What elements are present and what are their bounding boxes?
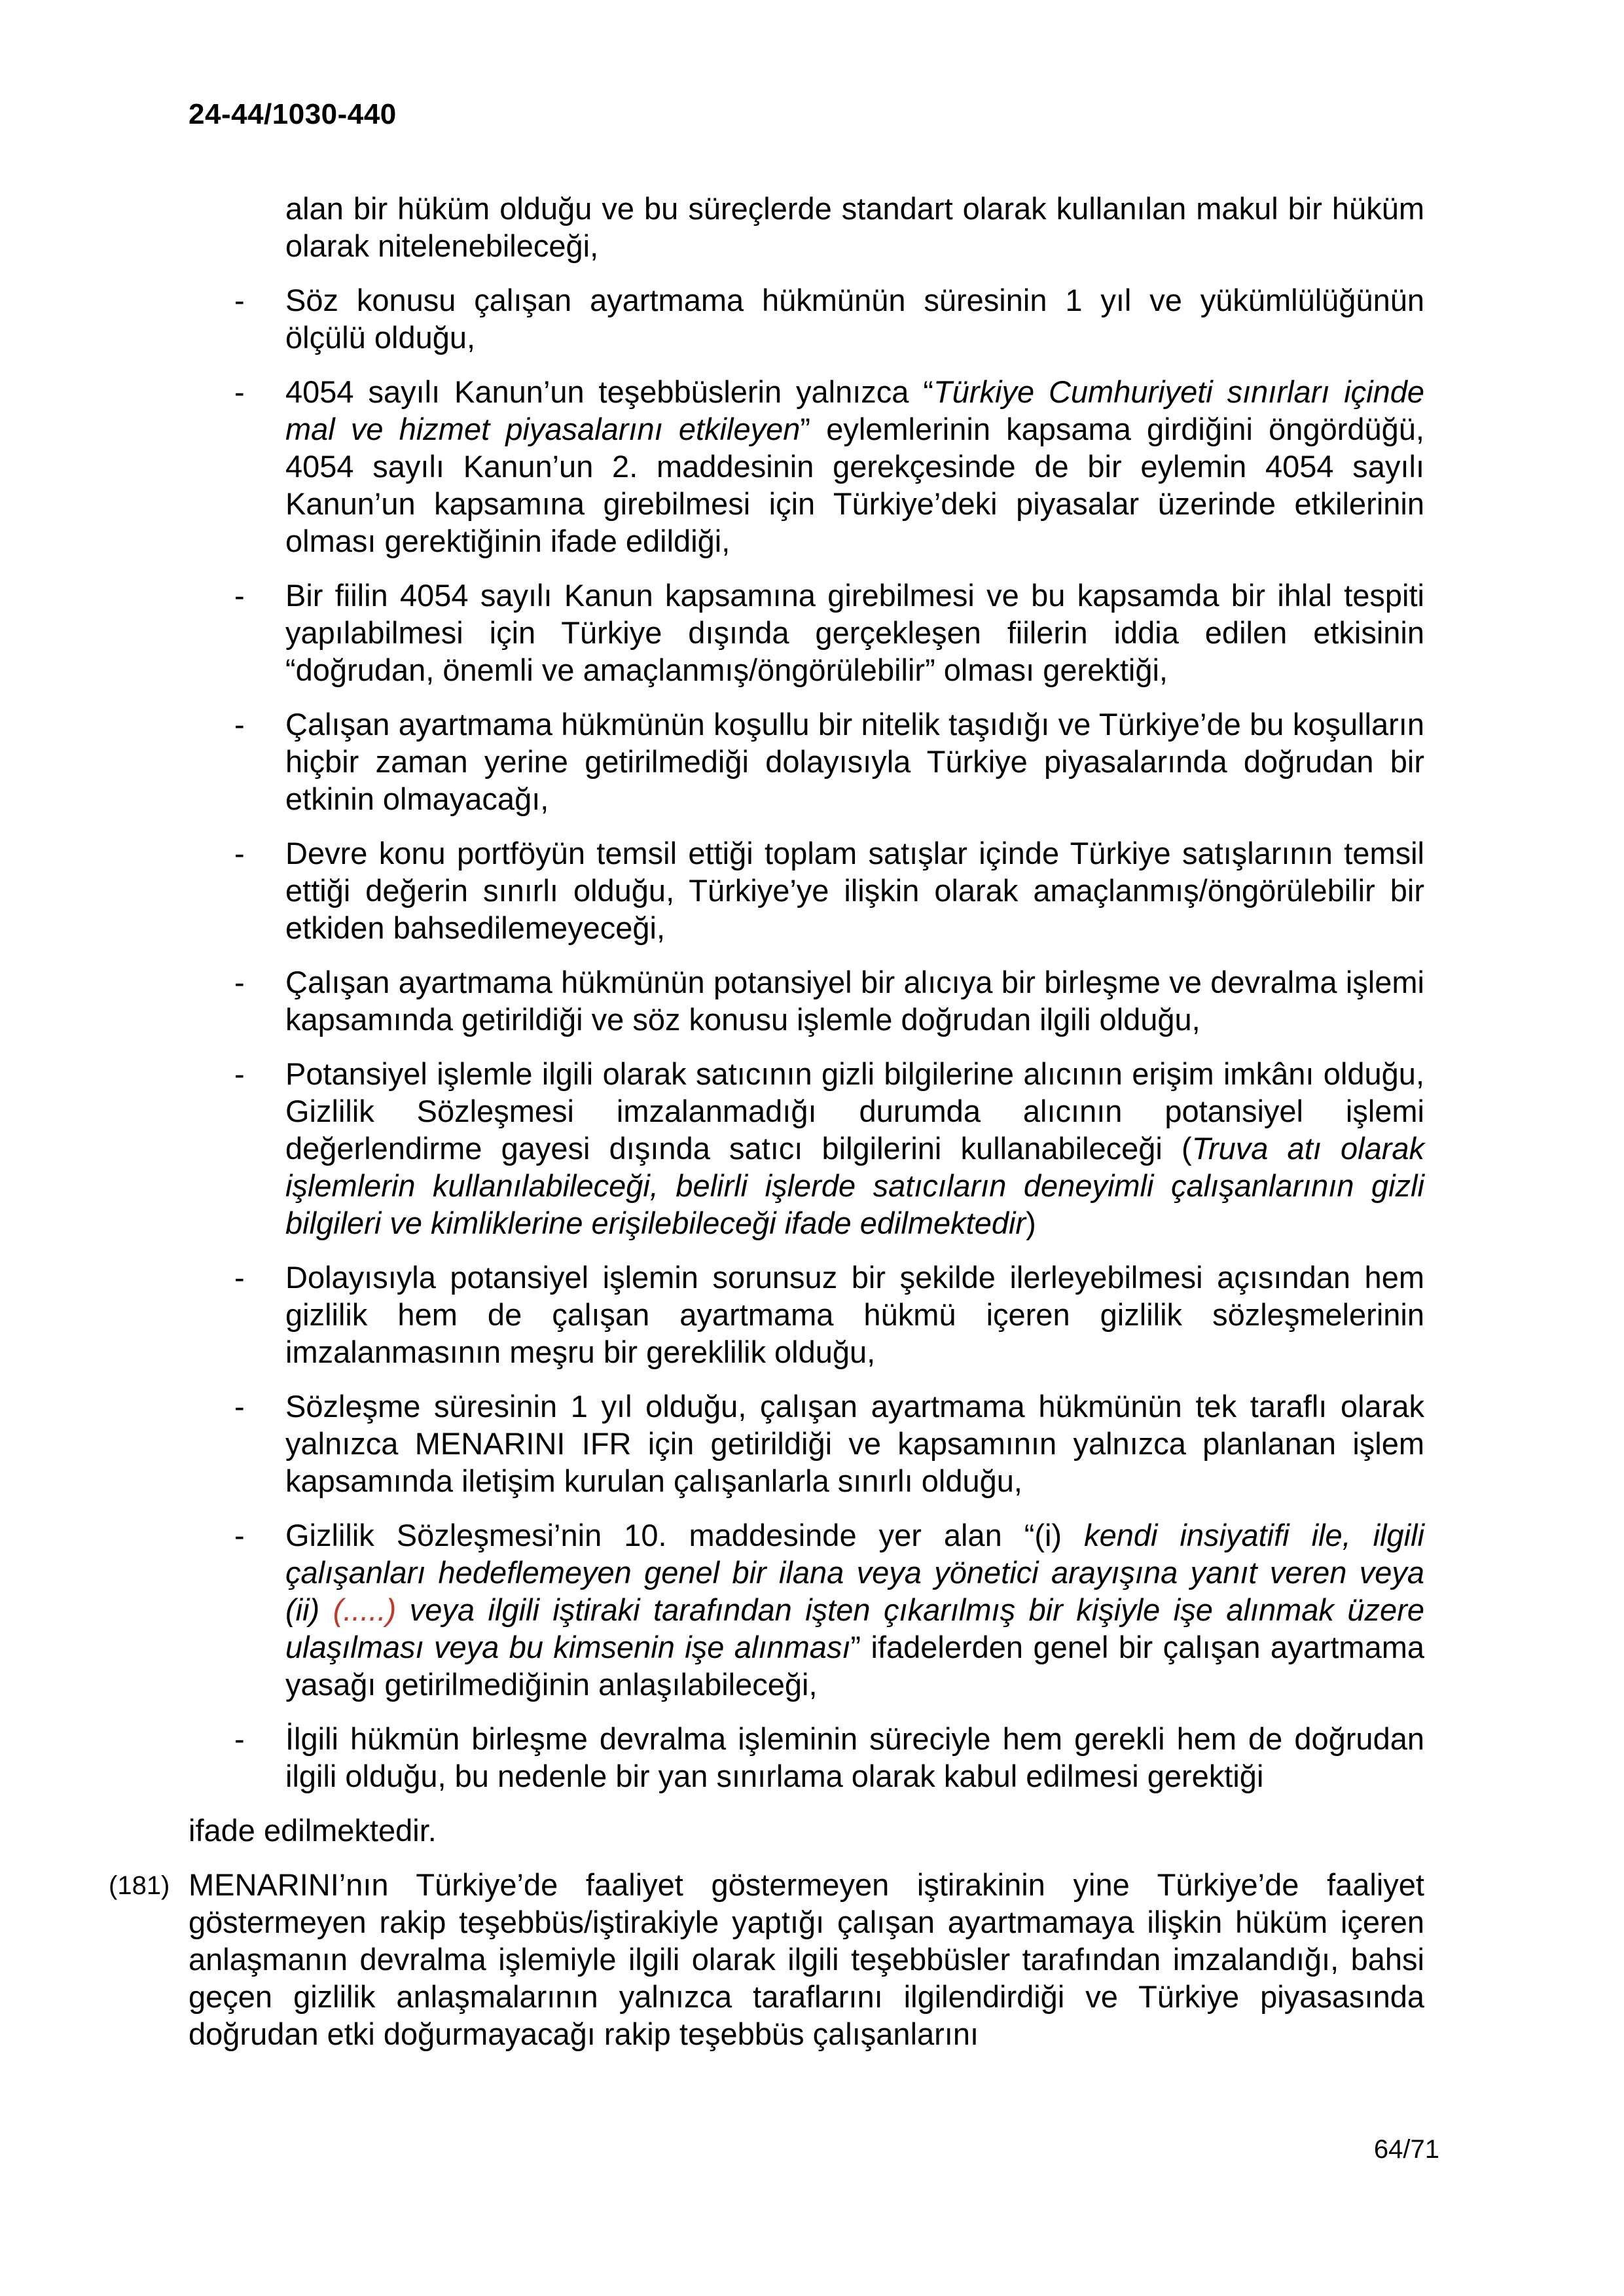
list-item-text-part: ” ifadelerden genel bir çalışan ayartmama yasağı getirilmediğinin anlaşılabileceği, (285, 1630, 1424, 1702)
list-item (189, 1055, 1424, 1242)
bullet-dash: - (234, 374, 245, 409)
bullet-dash: - (234, 578, 245, 613)
list-item (189, 373, 1424, 560)
continued-paragraph: alan bir hüküm olduğu ve bu süreçlerde standart olarak kullanılan makul bir hüküm olarak nitelenebileceği, (285, 191, 1424, 263)
page-number: 64/71 (1373, 2135, 1439, 2164)
list-item-italic-note: Truva atı olarak işlemlerin kullanılabileceği, belirli işlerde satıcıların deneyimli çalışanlarının gizli bilgileri ve kimliklerine erişilebileceği ifade edilmektedir (285, 1131, 1424, 1240)
list-item-text-part: Potansiyel işlemle ilgili olarak satıcının gizli bilgilerine alıcının erişim imkânı olduğu, Gizlilik Sözleşmesi imzalanmadığı durumda alıcının potansiyel işlemi değerlendirme gayesi dışında satıcı bilgilerini kullanabileceği ( (285, 1056, 1424, 1166)
list-item (189, 1720, 1424, 1795)
closing-line: ifade edilmektedir. (189, 1813, 437, 1848)
list-item-text: Sözleşme süresinin 1 yıl olduğu, çalışan ayartmama hükmünün tek taraflı olarak yalnızca MENARINI IFR için getirildiği ve kapsamının yalnızca planlanan işlem kapsamında iletişim kurulan çalışanlarla sınırlı olduğu, (285, 1389, 1424, 1498)
bullet-dash: - (234, 283, 245, 317)
list-item-text: İlgili hükmün birleşme devralma işleminin süreciyle hem gerekli hem de doğrudan ilgili olduğu, bu nedenle bir yan sınırlama olarak kabul edilmesi gerektiği (285, 1721, 1424, 1793)
list-item (189, 834, 1424, 946)
bullet-dash: - (234, 1260, 245, 1295)
list-item-text-part: ) (1026, 1206, 1036, 1240)
list-item-text-part: ” eylemlerinin kapsama girdiğini öngördüğü, 4054 sayılı Kanun’un 2. maddesinin gerekçesinde de bir eylemin 4054 sayılı Kanun’un kapsamına girebilmesi için Türkiye’deki piyasalar üzerinde etkilerinin olması gerektiğinin ifade edildiği, (285, 412, 1424, 558)
bullet-dash: - (234, 1389, 245, 1424)
bullet-dash: - (234, 836, 245, 870)
paragraph-number: (181) (109, 1871, 170, 1900)
document-number-header: 24-44/1030-440 (189, 98, 397, 130)
bullet-dash: - (234, 1056, 245, 1091)
bullet-dash: - (234, 1721, 245, 1756)
list-item-italic-quote: veya ilgili iştiraki tarafından işten çıkarılmış bir kişiyle işe alınmak üzere ulaşılması veya bu kimsenin işe alınması (285, 1592, 1424, 1664)
list-item-text: Bir fiilin 4054 sayılı Kanun kapsamına girebilmesi ve bu kapsamda bir ihlal tespiti yapılabilmesi için Türkiye dışında gerçekleşen fiilerin iddia edilen etkisinin “doğrudan, önemli ve amaçlanmış/öngörülebilir” olması gerektiği, (285, 578, 1424, 687)
numbered-paragraph (109, 1866, 1424, 2053)
list-item-italic-quote: Türkiye Cumhuriyeti sınırları içinde mal ve hizmet piyasalarını etkileyen (285, 374, 1425, 446)
list-item-text: Çalışan ayartmama hükmünün koşullu bir nitelik taşıdığı ve Türkiye’de bu koşulların hiçbir zaman yerine getirilmediği dolayısıyla Türkiye piyasalarında doğrudan bir etkinin olmayacağı, (285, 707, 1424, 816)
list-item-italic-quote: kendi insiyatifi ile, ilgili çalışanları hedeflemeyen genel bir ilana veya yönetici arayışına yanıt veren veya (ii) (285, 1518, 1424, 1627)
document-body (109, 190, 1425, 2053)
list-item (189, 577, 1424, 689)
list-item (189, 281, 1424, 356)
list-item-text: Çalışan ayartmama hükmünün potansiyel bir alıcıya bir birleşme ve devralma işlemi kapsamında getirildiği ve söz konusu işlemle doğrudan ilgili olduğu, (285, 965, 1424, 1037)
list-item (189, 1516, 1424, 1703)
list-item-text: Söz konusu çalışan ayartmama hükmünün süresinin 1 yıl ve yükümlülüğünün ölçülü olduğu, (285, 283, 1424, 355)
list-item-text-part: Gizlilik Sözleşmesi’nin 10. maddesinde yer alan “(i) (285, 1518, 1085, 1552)
bullet-dash: - (234, 965, 245, 999)
list-item (189, 963, 1424, 1038)
paragraph-text: MENARINI’nın Türkiye’de faaliyet göstermeyen iştirakinin yine Türkiye’de faaliyet göstermeyen rakip teşebbüs/iştirakiyle yaptığı çalışan ayartmamaya ilişkin hüküm içeren anlaşmanın devralma işlemiyle ilgili olarak ilgili teşebbüsler tarafından imzalandığı, bahsi geçen gizlilik anlaşmalarının yalnızca taraflarını ilgilendirdiği ve Türkiye piyasasında doğrudan etki doğurmayacağı rakip teşebbüs çalışanlarını (189, 1867, 1424, 2051)
redaction-marker: (.....) (333, 1592, 397, 1627)
list-item-text: Dolayısıyla potansiyel işlemin sorunsuz bir şekilde ilerleyebilmesi açısından hem gizlilik hem de çalışan ayartmama hükmü içeren gizlilik sözleşmelerinin imzalanmasının meşru bir gereklilik olduğu, (285, 1260, 1424, 1369)
list-item-text: Devre konu portföyün temsil ettiği toplam satışlar içinde Türkiye satışlarının temsil ettiği değerin sınırlı olduğu, Türkiye’ye ilişkin olarak amaçlanmış/öngörülebilir bir etkiden bahsedilemeyeceği, (285, 836, 1424, 945)
list-item (189, 1388, 1424, 1499)
list-item-text-part: 4054 sayılı Kanun’un teşebbüslerin yalnızca “ (285, 374, 933, 409)
list-item (189, 706, 1424, 817)
bullet-dash: - (234, 1518, 245, 1552)
list-item (189, 1259, 1424, 1371)
bullet-dash: - (234, 707, 245, 742)
